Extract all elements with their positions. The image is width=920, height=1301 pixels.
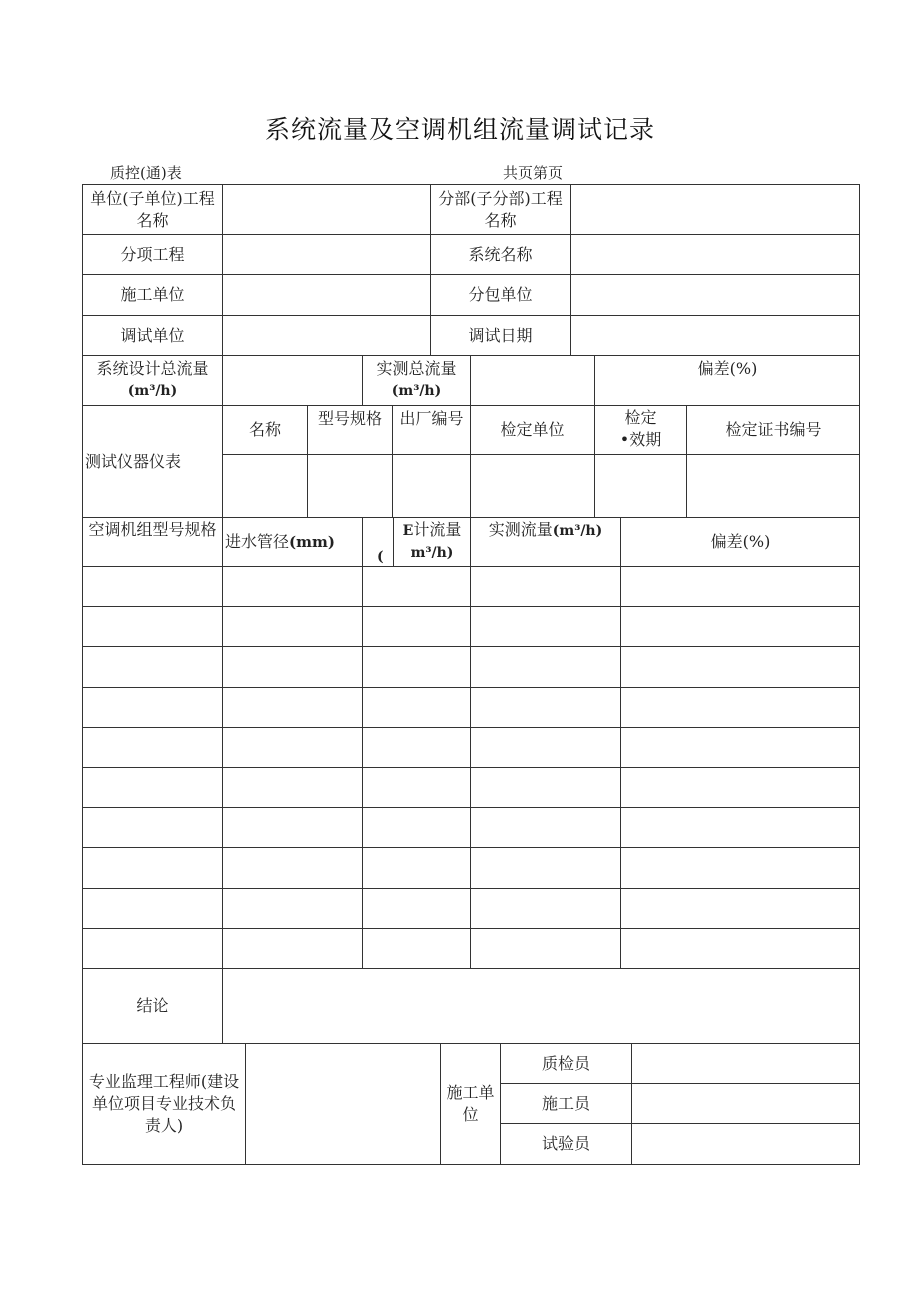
- ahu-model-cell[interactable]: [83, 808, 223, 848]
- design-flow-cell[interactable]: [363, 567, 471, 607]
- debug-unit-label: 调试单位: [83, 316, 223, 356]
- design-flow-cell[interactable]: [363, 607, 471, 647]
- inlet-pipe-cell[interactable]: [223, 728, 363, 768]
- design-flow-cell[interactable]: [363, 889, 471, 929]
- measured-flow-cell[interactable]: [471, 768, 621, 808]
- measured-total-flow-value[interactable]: [471, 356, 595, 406]
- inlet-pipe-cell[interactable]: [223, 848, 363, 888]
- inlet-pipe-header: 进水管径 (mm): [223, 518, 363, 567]
- design-flow-cell[interactable]: [363, 728, 471, 768]
- inlet-pipe-cell[interactable]: [223, 808, 363, 848]
- deviation-cell[interactable]: [621, 929, 860, 969]
- deviation-cell[interactable]: [621, 728, 860, 768]
- deviation-cell[interactable]: [621, 567, 860, 607]
- form-code: 质控(通)表: [110, 164, 182, 182]
- ahu-model-cell[interactable]: [83, 768, 223, 808]
- design-total-flow-label: 系统设计总流量 (m³/h): [83, 356, 223, 406]
- measured-flow-cell[interactable]: [471, 607, 621, 647]
- supervisor-signature[interactable]: [246, 1044, 441, 1164]
- debug-date-label: 调试日期: [431, 316, 571, 356]
- design-flow-cell[interactable]: [363, 808, 471, 848]
- deviation-cell[interactable]: [621, 768, 860, 808]
- instrument-serial-value[interactable]: [393, 455, 471, 518]
- debug-date-value[interactable]: [571, 316, 860, 356]
- system-name-value[interactable]: [571, 235, 860, 275]
- instrument-name-value[interactable]: [223, 455, 308, 518]
- unit-project-label: 单位(子单位)工程名称: [83, 185, 223, 235]
- inlet-pipe-cell[interactable]: [223, 768, 363, 808]
- tester-label: 试验员: [501, 1124, 632, 1164]
- ahu-model-cell[interactable]: [83, 607, 223, 647]
- sub-project-label: 分部(子分部)工程名称: [431, 185, 571, 235]
- constructor-label: 施工员: [501, 1084, 632, 1124]
- instrument-validity-header: 检定 •效期: [595, 406, 687, 455]
- item-project-value[interactable]: [223, 235, 431, 275]
- ahu-model-cell[interactable]: [83, 889, 223, 929]
- page-title: 系统流量及空调机组流量调试记录: [264, 115, 655, 144]
- subcontract-unit-value[interactable]: [571, 275, 860, 316]
- design-flow-cell[interactable]: [363, 688, 471, 728]
- deviation-cell[interactable]: [621, 647, 860, 687]
- record-form: [82, 184, 860, 1165]
- deviation-cell[interactable]: [621, 607, 860, 647]
- ahu-model-cell[interactable]: [83, 728, 223, 768]
- instruments-label: 测试仪器仪表: [83, 406, 223, 518]
- ahu-model-cell[interactable]: [83, 929, 223, 969]
- construction-unit-sign-label: 施工单位: [441, 1044, 501, 1164]
- conclusion-label: 结论: [83, 969, 223, 1044]
- instrument-model-value[interactable]: [308, 455, 393, 518]
- measured-flow-cell[interactable]: [471, 728, 621, 768]
- design-flow-cell[interactable]: [363, 768, 471, 808]
- measured-total-flow-label: 实测总流量 (m³/h): [363, 356, 471, 406]
- item-project-label: 分项工程: [83, 235, 223, 275]
- instrument-name-header: 名称: [223, 406, 308, 455]
- page-count: 共页第页: [503, 164, 564, 182]
- ahu-model-header: 空调机组型号规格: [83, 518, 223, 567]
- ahu-model-cell[interactable]: [83, 848, 223, 888]
- measured-flow-cell[interactable]: [471, 929, 621, 969]
- ahu-model-cell[interactable]: [83, 567, 223, 607]
- measured-flow-cell[interactable]: [471, 688, 621, 728]
- instrument-cert-no-header: 检定证书编号: [687, 406, 860, 455]
- deviation-cell[interactable]: [621, 688, 860, 728]
- instrument-cert-unit-header: 检定单位: [471, 406, 595, 455]
- construction-unit-value[interactable]: [223, 275, 431, 316]
- deviation-cell[interactable]: [621, 889, 860, 929]
- measured-flow-cell[interactable]: [471, 889, 621, 929]
- measured-flow-cell[interactable]: [471, 647, 621, 687]
- inlet-pipe-cell[interactable]: [223, 889, 363, 929]
- instrument-cert-no-value[interactable]: [687, 455, 860, 518]
- system-name-label: 系统名称: [431, 235, 571, 275]
- unit-project-value[interactable]: [223, 185, 431, 235]
- inlet-pipe-cell[interactable]: [223, 607, 363, 647]
- measured-flow-cell[interactable]: [471, 567, 621, 607]
- ahu-deviation-header: 偏差(%): [621, 518, 860, 567]
- measured-flow-cell[interactable]: [471, 848, 621, 888]
- ahu-model-cell[interactable]: [83, 647, 223, 687]
- subcontract-unit-label: 分包单位: [431, 275, 571, 316]
- construction-unit-label: 施工单位: [83, 275, 223, 316]
- measured-flow-cell[interactable]: [471, 808, 621, 848]
- quality-inspector-signature[interactable]: [632, 1044, 860, 1084]
- design-flow-cell[interactable]: [363, 929, 471, 969]
- ahu-model-cell[interactable]: [83, 688, 223, 728]
- tester-signature[interactable]: [632, 1124, 860, 1164]
- inlet-pipe-cell[interactable]: [223, 688, 363, 728]
- quality-inspector-label: 质检员: [501, 1044, 632, 1084]
- instrument-serial-header: 出厂编号: [393, 406, 471, 455]
- design-flow-header: ( E计流量 m³/h): [363, 518, 471, 567]
- measured-flow-header: 实测流量(m³/h): [471, 518, 621, 567]
- total-deviation-label: 偏差(%): [595, 356, 860, 406]
- design-flow-cell[interactable]: [363, 848, 471, 888]
- conclusion-value[interactable]: [223, 969, 860, 1044]
- design-flow-cell[interactable]: [363, 647, 471, 687]
- inlet-pipe-cell[interactable]: [223, 647, 363, 687]
- deviation-cell[interactable]: [621, 848, 860, 888]
- supervisor-label: 专业监理工程师(建设单位项目专业技术负责人): [83, 1044, 246, 1164]
- inlet-pipe-cell[interactable]: [223, 929, 363, 969]
- inlet-pipe-cell[interactable]: [223, 567, 363, 607]
- sub-project-value[interactable]: [571, 185, 860, 235]
- instrument-validity-value[interactable]: [595, 455, 687, 518]
- constructor-signature[interactable]: [632, 1084, 860, 1124]
- instrument-model-header: 型号规格: [308, 406, 393, 455]
- instrument-cert-unit-value[interactable]: [471, 455, 595, 518]
- deviation-cell[interactable]: [621, 808, 860, 848]
- design-total-flow-value[interactable]: [223, 356, 363, 406]
- debug-unit-value[interactable]: [223, 316, 431, 356]
